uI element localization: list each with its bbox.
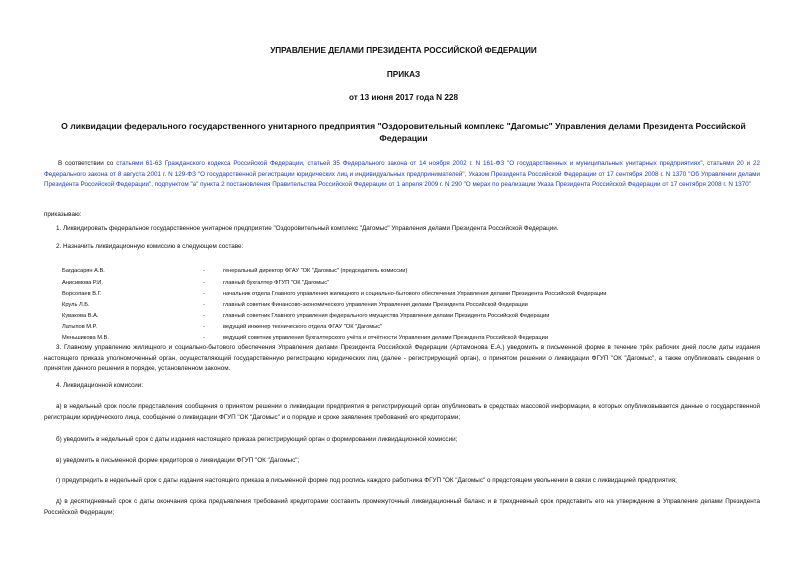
member-position: начальник отдела Главного управления жилищного и социально-бытового обеспечения Управления делами Президента Российской Федерации [223, 291, 607, 297]
preamble-prefix: В соответствии со [58, 160, 117, 167]
member-dash: - [203, 302, 205, 308]
member-position: главный советник Финансово-экономического управления Управления делами Президента Российской Федерации [223, 302, 528, 308]
org-heading: УПРАВЛЕНИЕ ДЕЛАМИ ПРЕЗИДЕНТА РОССИЙСКОЙ ФЕДЕРАЦИИ [270, 46, 537, 55]
member-dash: - [203, 335, 205, 341]
document-type: ПРИКАЗ [386, 70, 421, 79]
member-name: Багдасарян А.В. [62, 268, 105, 274]
item-2: 2. Назначить ликвидационную комиссию в следующем составе: [56, 243, 244, 250]
member-name: Анисимова Р.И. [62, 280, 103, 286]
document-date: от 13 июня 2017 года N 228 [348, 93, 459, 102]
item-4b: б) уведомить в недельный срок с даты издания настоящего приказа регистрирующий орган о формировании ликвидационной комиссии; [56, 436, 458, 443]
item-4g: г) предупредить в недельный срок с даты издания настоящего приказа в письменной форме под роспись каждого работника ФГУП "ОК "Дагомыс" о предстоящем увольнении в связи с ликвидацией предприятия; [56, 477, 677, 484]
member-name: Круль Л.Б. [62, 302, 90, 308]
item-1: 1. Ликвидировать федеральное государственное унитарное предприятие "Оздоровительный комплекс "Дагомыс" Управления делами Президента Российской Федерации. [56, 225, 559, 232]
member-position: главный бухгалтер ФГУП "ОК "Дагомыс" [223, 280, 330, 286]
member-name: Ворсопаев В.Г. [62, 291, 102, 297]
preamble-legal-link[interactable]: статьями 61-63 Гражданского кодекса Российской Федерации, статьей 35 Федерального закона от 14 ноября 2002 г. N 161-ФЗ "О государственных и муниципальных унитарных предприятиях", статьями 20 и 22 Федерального закона от 8 августа 2001 г. N 129-ФЗ "О государственной регистрации юридических лиц и индивидуальных предпринимателей", Указом Президента Российской Федерации от 17 сентября 2008 г. N 1370 "Об Управлении делами Президента Российской Федерации", подпунктом "а" пункта 2 постановления Правительства Российской Федерации от 1 апреля 2009 г. N 290 "О мерах по реализации Указа Президента Российской Федерации от 17 сентября 2008 г. N 1370" [44, 160, 760, 188]
member-name: Кувакова В.А. [62, 313, 99, 319]
member-dash: - [203, 268, 205, 274]
member-name: Меньшикова М.В. [62, 335, 109, 341]
member-dash: - [203, 324, 205, 330]
member-dash: - [203, 280, 205, 286]
item-4v: в) уведомить в письменной форме кредиторов о ликвидации ФГУП "ОК "Дагомыс"; [56, 457, 300, 464]
item-4d: д) в десятидневный срок с даты окончания срока предъявления требований кредиторами составить промежуточный ликвидационный баланс и в трехдневный срок представить его на утверждение в Управление делами Президента Российской Федерации; [44, 498, 760, 516]
member-dash: - [203, 291, 205, 297]
member-position: генеральный директор ФГАУ "ОК "Дагомыс" (председатель комиссии) [223, 268, 408, 274]
member-dash: - [203, 313, 205, 319]
item-3: 3. Главному управлению жилищного и социально-бытового обеспечения Управления делами Президента Российской Федерации (Артамонова Е.А.) уведомить в письменной форме в течение трёх рабочих дней после даты издания настоящего приказа уполномоченный орган, осуществляющий государственную регистрацию юридических лиц (далее - регистрирующий орган), о принятом решении о ликвидации ФГУП "ОК "Дагомыс", а также опубликовать сведения о принятии данного решения в порядке, установленном законом. [44, 344, 760, 372]
member-position: ведущий советник управления бухгалтерского учёта и отчётности Управления делами Президента Российской Федерации [223, 335, 549, 341]
document-title: О ликвидации федерального государственного унитарного предприятия "Оздоровительный комплекс "Дагомыс" Управления делами Президента Российской Федерации [61, 121, 746, 143]
item-4: 4. Ликвидационной комиссии: [56, 382, 144, 389]
member-position: ведущий инженер технического отдела ФГАУ "ОК "Дагомыс" [223, 324, 383, 330]
preamble [44, 159, 760, 191]
member-position: главный советник Главного управления федерального имущества Управления делами Президента Российской Федерации [223, 313, 550, 319]
item-4a: а) в недельный срок после представления сообщения о принятом решении о ликвидации предприятия в регистрирующий орган опубликовать в средствах массовой информации, в которых опубликовывается данные о государственной регистрации юридического лица, сообщение о ликвидации ФГУП "ОК "Дагомыс" и о порядке и сроке заявления требований его кредиторами; [44, 403, 760, 421]
order-word: приказываю: [44, 211, 82, 218]
member-name: Латыпов М.Р. [62, 324, 97, 330]
